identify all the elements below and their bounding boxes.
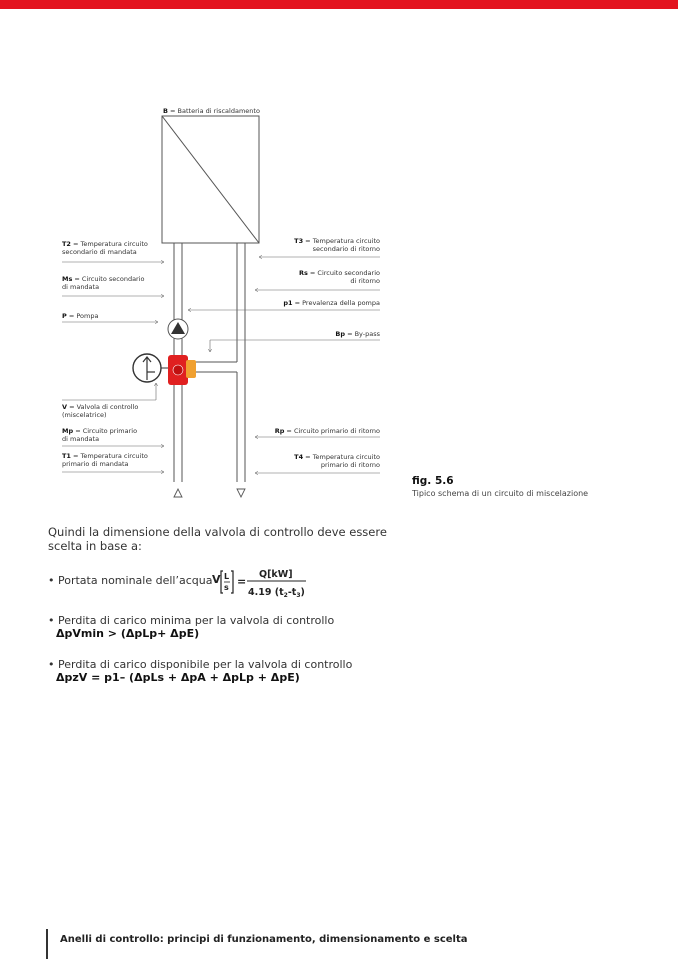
formula-numerator: Q[kW] [259,569,293,580]
formula-unit-num: L [224,572,230,581]
footer-rule [46,929,48,959]
bullet-min-pressure-drop: • Perdita di carico minima per la valvola di controllo ΔpVmin > (ΔpLp+ ΔpE) [48,614,335,640]
valve-port-icon [173,365,183,375]
formula-bracket-left [221,571,223,593]
label-Bp: Bp = By-pass [335,330,380,338]
figure-number: fig. 5.6 [412,475,454,487]
heating-coil-diagonal [162,116,259,243]
formula-bracket-right [231,571,233,593]
return-flow-down-icon [237,489,245,497]
bullet-min-pressure-drop-text: Perdita di carico minima per la valvola di controllo [58,614,335,627]
footer-title: Anelli di controllo: principi di funzionamento, dimensionamento e scelta [60,934,468,945]
bullet-available-pressure-drop: • Perdita di carico disponibile per la valvola di controllo ΔpzV = p1– (ΔpLs + ΔpA + ΔpLp + ΔpE) [48,658,353,684]
label-Ms: Ms = Circuito secondario di mandata [62,275,145,291]
valve-bypass-port [186,360,196,378]
formula-denominator: 4.19 $(t_2-t_3)$ [248,587,305,599]
intro-paragraph: Quindi la dimensione della valvola di controllo deve essere scelta in base a: [48,525,387,553]
label-P: P = Pompa [62,312,99,320]
label-T2: T2 = Temperatura circuito secondario di mandata [62,240,148,256]
label-Mp: Mp = Circuito primario di mandata [62,427,138,443]
formula-equals: = [237,575,247,588]
bullet-flow-rate-text: Portata nominale dell’acqua [58,574,213,587]
bullet-flow-rate: • Portata nominale dell’acqua [48,574,213,587]
flow-formula-svg [210,565,310,605]
supply-flow-up-icon [174,489,182,497]
label-Rs: Rs = Circuito secondario di ritorno [298,269,380,285]
label-B: B = Batteria di riscaldamento [163,107,260,115]
label-V: V = Valvola di controllo (miscelatrice) [62,403,139,419]
formula-unit-den: s [224,583,229,592]
label-Rp: Rp = Circuito primario di ritorno [274,427,380,435]
formula-lhs: V [212,573,221,586]
figure-caption [412,475,588,498]
label-p1: p1 = Prevalenza della pompa [283,299,380,307]
label-T3: T3 = Temperatura circuito secondario di ritorno [294,237,380,253]
bullet-min-pressure-drop-formula: ΔpVmin > (ΔpLp+ ΔpE) [56,627,200,640]
figure-caption-text: Tipico schema di un circuito di miscelazione [412,489,589,498]
bullet-available-pressure-drop-formula: ΔpzV = p1– (ΔpLs + ΔpA + ΔpLp + ΔpE) [56,671,300,684]
bullet-available-pressure-drop-text: Perdita di carico disponibile per la valvola di controllo [58,658,353,671]
label-T4: T4 = Temperatura circuito primario di ritorno [294,453,380,469]
label-T1: T1 = Temperatura circuito primario di mandata [62,452,148,468]
flow-formula [210,565,310,608]
